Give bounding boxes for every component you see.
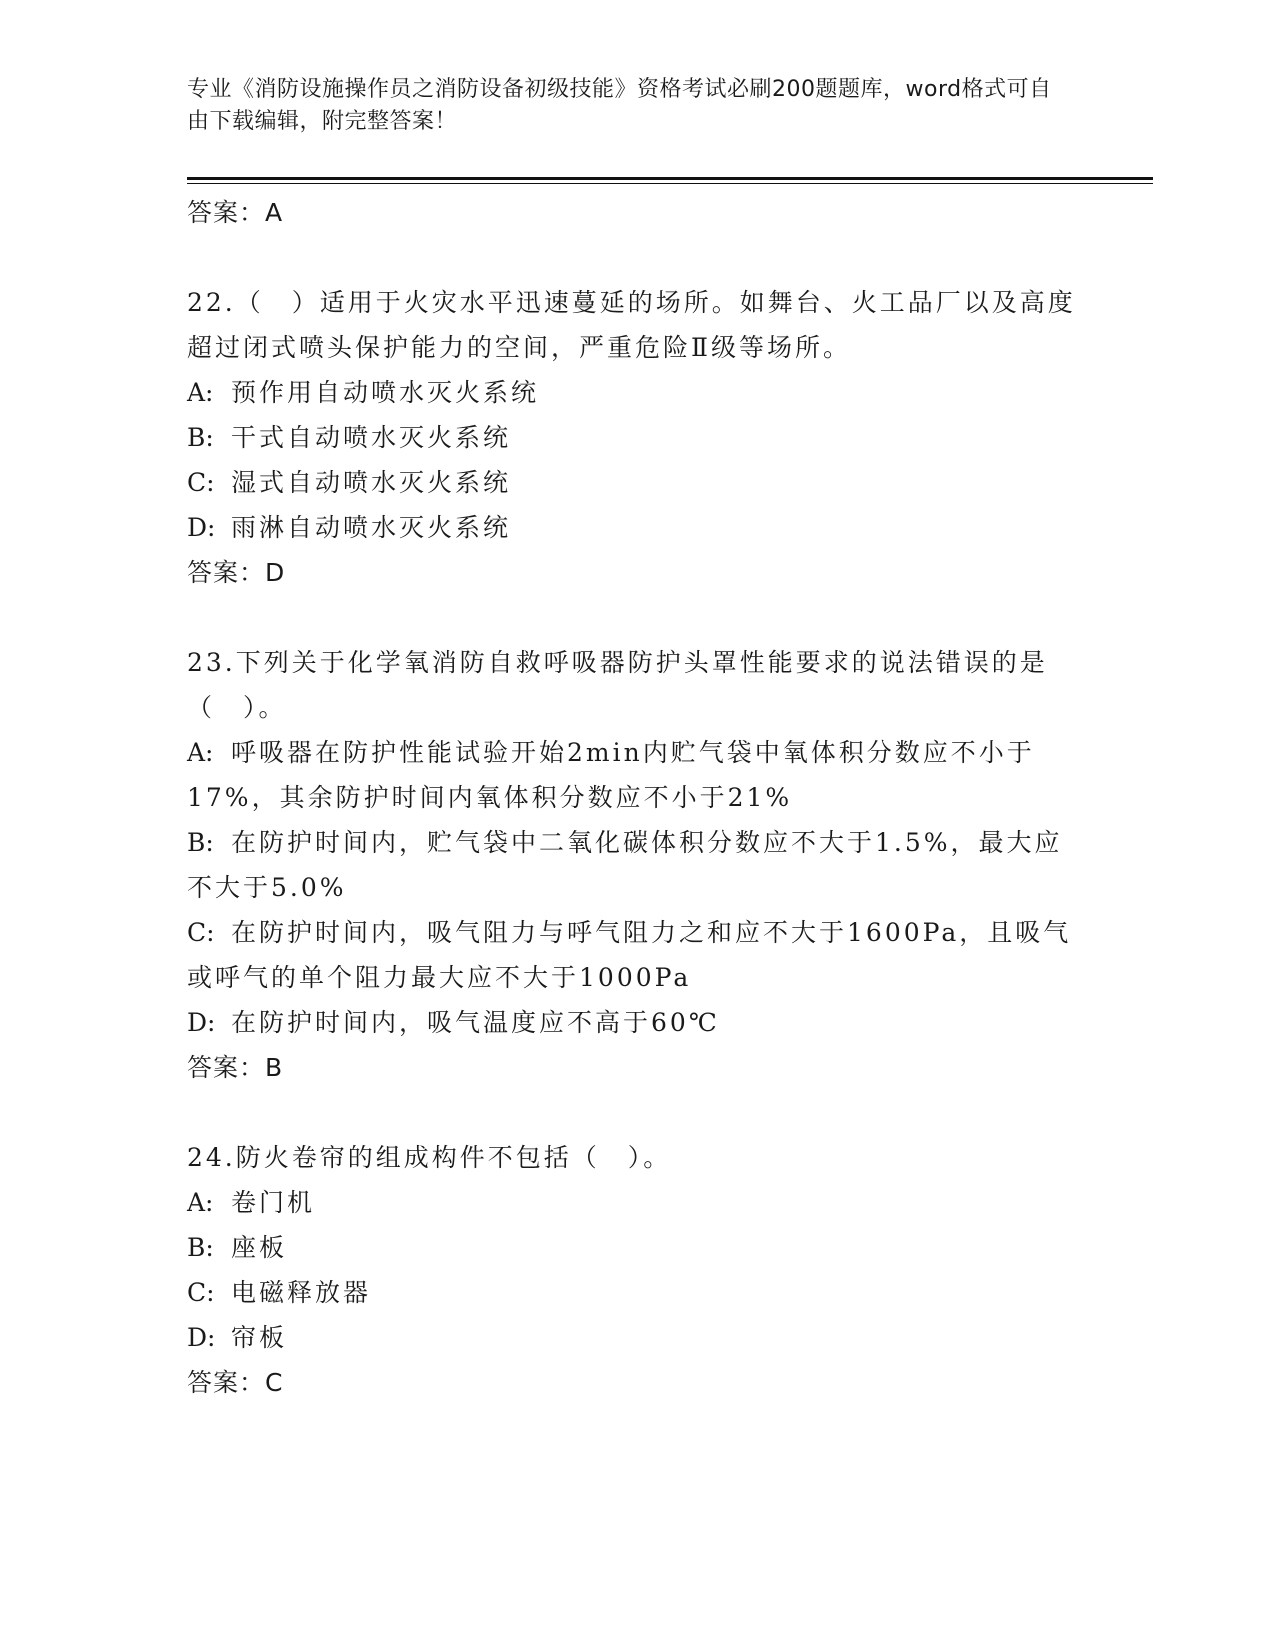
option-label: A: [187,738,214,767]
option-text: 座板 [231,1233,288,1262]
option-c [187,460,1087,505]
option-text: 在防护时间内，贮气袋中二氧化碳体积分数应不大于1.5%，最大应不大于5.0% [187,828,1063,902]
question-23 [187,640,1087,1090]
option-label: C: [187,1278,215,1307]
option-text: 在防护时间内，吸气温度应不高于60℃ [231,1008,720,1037]
answer: 答案：C [187,1368,284,1397]
question-text: 24.防火卷帘的组成构件不包括（ ）。 [187,1143,672,1172]
answer: 答案：B [187,1053,284,1082]
answer: 答案：D [187,558,286,587]
header-rule-thick [187,177,1153,180]
option-text: 预作用自动喷水灭火系统 [231,378,540,407]
option-label: B: [187,1233,214,1262]
option-c [187,910,1087,1000]
option-text: 呼吸器在防护性能试验开始2min内贮气袋中氧体积分数应不小于17%，其余防护时间内氧体积分数应不小于21% [187,738,1035,812]
option-label: B: [187,423,214,452]
option-label: A: [187,378,214,407]
option-text: 干式自动喷水灭火系统 [231,423,512,452]
previous-answer: 答案：A [187,198,284,227]
header-rule-thin [187,183,1153,184]
document-header: 专业《消防设施操作员之消防设备初级技能》资格考试必刷200题题库，word格式可自由下载编辑，附完整答案！ [187,77,1052,134]
question-list [187,190,1087,1405]
option-text: 电磁释放器 [231,1278,372,1307]
option-a [187,730,1087,820]
option-text: 帘板 [231,1323,288,1352]
option-b [187,415,1087,460]
option-d [187,1315,1087,1360]
option-text: 湿式自动喷水灭火系统 [231,468,512,497]
option-a [187,1180,1087,1225]
option-b [187,820,1087,910]
option-a [187,370,1087,415]
question-text: 22.（ ）适用于火灾水平迅速蔓延的场所。如舞台、火工品厂以及高度超过闭式喷头保护能力的空间，严重危险Ⅱ级等场所。 [187,288,1076,362]
option-text: 在防护时间内，吸气阻力与呼气阻力之和应不大于1600Pa，且吸气或呼气的单个阻力最大应不大于1000Pa [187,918,1072,992]
option-label: D: [187,1323,216,1352]
option-text: 卷门机 [231,1188,316,1217]
option-d [187,505,1087,550]
question-24 [187,1135,1087,1405]
question-text: 23.下列关于化学氧消防自救呼吸器防护头罩性能要求的说法错误的是（ ）。 [187,648,1048,722]
option-c [187,1270,1087,1315]
option-d [187,1000,1087,1045]
option-label: C: [187,468,215,497]
option-label: D: [187,513,216,542]
option-b [187,1225,1087,1270]
option-label: A: [187,1188,214,1217]
option-label: D: [187,1008,216,1037]
option-text: 雨淋自动喷水灭火系统 [231,513,512,542]
question-22 [187,280,1087,595]
option-label: C: [187,918,215,947]
option-label: B: [187,828,214,857]
